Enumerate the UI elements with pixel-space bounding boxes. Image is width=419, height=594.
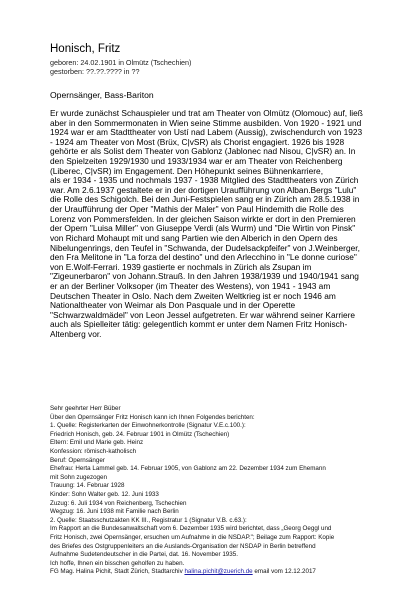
biography-line: Er wurde zunächst Schauspieler und trat am Theater von Olmütz (Olomouc) auf, ließ (50, 108, 363, 118)
letter-line: Über den Opernsänger Fritz Honisch kann ich Ihnen Folgendes berichten: (50, 413, 255, 421)
letter-line: Sehr geehrter Herr Büber (50, 405, 121, 412)
letter-line: Zuzug: 6. Juli 1934 von Reichenberg, Tschechien (50, 499, 187, 507)
letter-line: Konfession: römisch-katholisch (50, 447, 137, 455)
biography-line: "Schwarzwaldmädel" von Leon Jessel aufgetreten. Er war während seiner Karriere (50, 309, 356, 320)
archive-letter (50, 405, 390, 577)
signature-date: email vom 12.12.2017 (254, 568, 316, 576)
letter-line: Trauung: 14. Februar 1928 (50, 482, 125, 490)
biography-line: (Liberec, C|vSR) im Engagement. Den Höhepunkt seines Bühnenkarriere, (50, 165, 324, 176)
biography-line: der Uraufführung der Oper "Mathis der Maler" von Paul Hindemith die Rolle des (50, 204, 344, 215)
letter-line: Im Rapport an die Bundesanwaltschaft vom 6. Dezember 1935 wird berichtet, dass „Georg Oeggl und (50, 525, 332, 533)
letter-line: Kinder: Sohn Walter geb. 12. Juni 1933 (50, 490, 159, 498)
signature-text: FG Mag. Halina Pichit, Stadt Zürich, Stadtarchiv (50, 568, 183, 576)
letter-line: Eltern: Emil und Marie geb. Heinz (50, 439, 144, 447)
biography-line: 1924 war er am Stadttheater von Ustí nad Labem (Aussig), zwischendurch von 1923 (50, 127, 363, 138)
letter-line: Beruf: Opernsänger (50, 456, 105, 464)
biography-line: den Spielzeiten 1929/1930 und 1933/1934 war er am Theater von Reichenberg (50, 156, 343, 167)
letter-line: Wegzug: 16. Juni 1938 mit Familie nach Berlin (50, 508, 179, 516)
biography-line: war. Am 2.6.1937 gestaltete er in der dortigen Uraufführung von Alban.Bergs "Lulu" (50, 184, 357, 195)
email-link[interactable]: halina.pichit@zuerich.de (184, 568, 253, 576)
biography-line: der Opern "Luisa Miller" von Giuseppe Verdi (als Wurm) und "Die Wirtin von Pinsk" (50, 223, 356, 234)
letter-line: Aufnahme Sudetendeutscher in die Partei, dat. 16. November 1935. (50, 551, 238, 559)
biography-line: von Richard Mohaupt mit und sang Partien wie den Alberich in den Opern des (50, 232, 338, 243)
biography-paragraph (50, 109, 376, 340)
letter-line: mit Sohn zugezogen (50, 473, 107, 481)
biography-line: Altenberg vor. (50, 329, 102, 340)
biography-line: als er 1934 - 1935 und nochmals 1937 - 1938 Mitglied des Stadttheaters von Zürich (50, 175, 359, 186)
letter-line: 1. Quelle: Registerkarten der Einwohnerkontrolle (Signatur V.E.c.100.): (50, 422, 246, 430)
profession-line: Opernsänger, Bass-Bariton (50, 90, 154, 100)
biography-line: - 1924 am Theater von Most (Brüx, C|vSR) als Chorist engagiert. 1926 bis 1928 (50, 136, 345, 147)
biography-line: gehörte er als Solist dem Theater von Gablonz (Jablonec nad Nisou, C|vSR) an. In (50, 146, 356, 157)
biography-line: Deutschen Theater in Oslo. Nach dem Zweiten Weltkrieg ist er noch 1946 am (50, 290, 336, 301)
biography-line: er an der Berliner Volksoper (im Theater des Westens), von 1941 - 1943 am (50, 280, 331, 291)
biography-line: auch als Spielleiter tätig: gelegentlich kommt er unter dem Namen Fritz Honisch- (50, 319, 348, 330)
letter-line: 2. Quelle: Staatsschutzakten KK III., Registratur 1 (Signatur V.B. c.63.): (50, 516, 247, 524)
biography-line: Nationaltheater von Weimar als Don Pasquale und in der Operette (50, 300, 296, 311)
letter-line: Friedrich Honisch, geb. 24. Februar 1901 in Olmütz (Tschechien) (50, 430, 230, 438)
biography-line: von E.Wolf-Ferrari. 1939 gastierte er nochmals in Zürich als Zsupan im (50, 261, 312, 272)
signature-line (50, 568, 390, 577)
biography-line: den Fra Melitone in "La forza del destino" und den Arlecchino in "Le donne curiose" (50, 252, 357, 263)
biography-line: aber in den Sommermonaten in Wien seine Stimme ausbilden. Von 1920 - 1921 und (50, 117, 362, 128)
biography-line: "Zigeunerbaron" von Johann.Strauß. In den Jahren 1938/1939 und 1940/1941 sang (50, 271, 359, 282)
birth-info: geboren: 24.02.1901 in Olmütz (Tschechien) (50, 58, 192, 67)
biography-line: die Rolle des Schigolch. Bei den Juni-Festspielen sang er in Zürich am 28.5.1938 in (50, 194, 360, 205)
biography-line: Nibelungenrings, den Teufel in "Schwanda, der Dudelsackpfeifer" von J.Weinberger, (50, 242, 360, 253)
letter-line: Fritz Honisch, zwei Opernsänger, ersuchen um Aufnahme in die NSDAP."; Beilage zum Rapport: Kopie (50, 533, 335, 541)
letter-line: Ich hoffe, Ihnen ein bisschen geholfen zu haben. (50, 559, 185, 567)
biography-line: Lorenz von Pommersfelden. In der gleichen Saison wirkte er dort in den Premieren (50, 213, 356, 224)
letter-line: des Briefes des Ostgruppenleiters an die Auslands-Organisation der NSDAP in Berlin betreffend (50, 542, 316, 550)
person-name-heading: Honisch, Fritz (50, 43, 121, 55)
death-info: gestorben: ??.??.???? in ?? (50, 67, 140, 76)
letter-line: Ehefrau: Herta Lammel geb. 14. Februar 1905, von Gablonz am 22. Dezember 1934 zum Ehemann (50, 465, 326, 473)
